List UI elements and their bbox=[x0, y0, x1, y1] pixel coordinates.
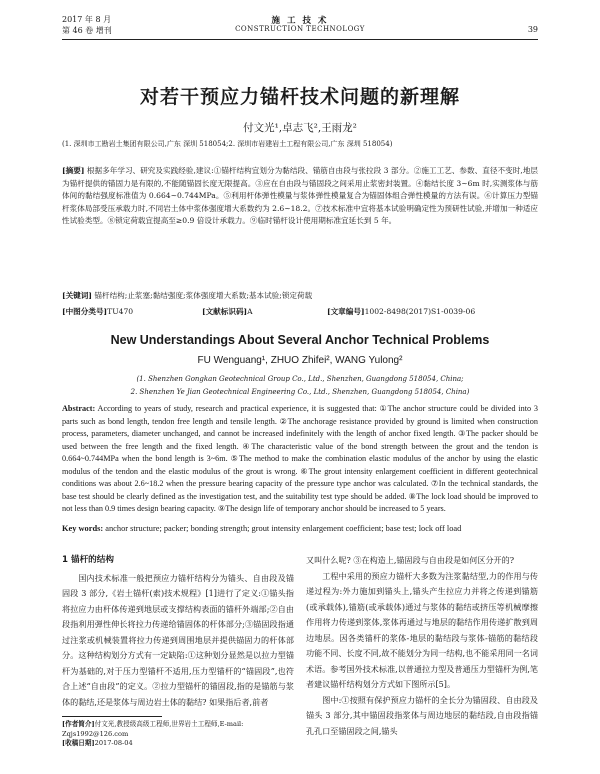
body-column-right bbox=[306, 553, 538, 739]
body-paragraph: 图中:①按照有保护预应力锚杆的全长分为锚固段、自由段及锚头 3 部分,其中锚固段指浆体与周边地层的黏结段,自由段指锚孔孔口至锚固段之间,锚头 bbox=[306, 694, 538, 736]
body-column-left bbox=[62, 553, 294, 710]
page-number: 39 bbox=[527, 25, 538, 34]
journal-name-en: CONSTRUCTION TECHNOLOGY bbox=[235, 25, 365, 33]
received-date: [收稿日期]2017-08-04 bbox=[62, 739, 133, 747]
classification-ids bbox=[62, 306, 538, 318]
footnote-rule bbox=[62, 716, 162, 717]
keywords-en-label: Key words: bbox=[62, 524, 104, 533]
keywords-en bbox=[62, 524, 538, 533]
issue-date: 2017 年 8 月 bbox=[62, 15, 112, 24]
keywords-cn-label: [关键词] bbox=[62, 291, 92, 300]
article-number: [文章编号]1002-8498(2017)S1-0039-06 bbox=[327, 307, 476, 316]
clc-number: [中图分类号]TU470 bbox=[62, 307, 134, 316]
abstract-en-text: According to years of study, research and practical experience, it is suggested that: ①The anchor structure could be divided into 3 parts such as bond length, tendon free length and tensile length. ②The anchorage resistance provided by ground is limited when construction process, parameters, diameter unchanged, and cannot be increased indefinitely with the length of anchor fixed length. ③The packer should be used between the free length and the fixed length. ④The characteristic value of the bond strength between the grout and the tendon is 0.664~0.744MPa when the bond length is 3~6m. ⑤The method to make the combination elastic modulus of the anchor by using the elastic modulus of the tendon and the elastic modulus of the grout is wrong. ⑥The grout intensity enlargement coefficient in different geotechnical conditions was about 2.6~18.2 when the pressure bearing capacity of the pressure type anchor was calculated. ⑦In the technical standards, the base test should be clearly defined as the investigation test, and the suitability test type should be added. ⑧The lock load should be improved to not less than 0.9 times design bearing capacity. ⑨The design life of temporary anchor should be increased to 5 years. bbox=[62, 404, 538, 513]
header-rule bbox=[62, 39, 538, 40]
running-header bbox=[62, 14, 538, 40]
footnote bbox=[62, 720, 294, 749]
author-bio: [作者简介]付文光,教授级高级工程师,世界岩土工程师,E-mail: bbox=[62, 720, 244, 728]
body-paragraph: 又叫什么呢? ③在构造上,锚固段与自由段是如何区分开的? bbox=[306, 555, 515, 565]
abstract-cn-text: 根据多年学习、研究及实践经验,建议:①锚杆结构宜划分为黏结段、锚筋自由段与张拉段 3 部分。②施工工艺、参数、直径不变时,地层为锚杆提供的锚固力是有限的,不能随锚固长度无限提高。③应在自由段与锚固段之间采用止浆密封装置。④黏结长度 3~6m 时,实测浆体与筋体间的黏结强度标准值为 0.664~0.744MPa。⑤利用杆体弹性模量与浆体弹性模量复合为锚固体组合弹性模量的方法有误。⑥计算压力型锚杆浆体局部受压承载力时,不同岩土体中浆体强度增大系数约为 2.6~18.2。⑦技术标准中宜将基本试验明确定性为预研性试验,并增加一种适应性试验类型。⑧锁定荷载宜提高至≥0.9 倍设计承载力。⑨临时锚杆设计使用期标准宜延长到 5 年。 bbox=[62, 166, 538, 225]
title-cn: 对若干预应力锚杆技术问题的新理解 bbox=[139, 86, 460, 108]
journal-name-cn: 施 工 技 术 bbox=[271, 16, 329, 26]
section-heading: 1 锚杆的结构 bbox=[62, 555, 114, 565]
keywords-en-text: anchor structure; packer; bonding strength; grout intensity enlargement coefficient; base test; lock off load bbox=[105, 524, 462, 533]
body-paragraph: 工程中采用的预应力锚杆大多数为注浆黏结型,力的作用与传递过程为:外力施加到锚头上,锚头产生拉应力并将之传递到锚筋(或承载体),锚筋(或承载体)通过与浆体的黏结或挤压等机械摩擦作用将力传递到浆体,浆体再通过与地层的黏结作用传递扩散到周边地层。因各类锚杆的浆体-地层的黏结段与浆体-锚筋的黏结段功能不同、长度不同,故不能划分为同一结构,也不能采用同一名词术语。参考国外技术标准,以普通拉力型及普通压力型锚杆为例,笔者建议锚杆结构划分方式如下图所示[5]。 bbox=[306, 570, 538, 689]
affiliation-en-2: 2. Shenzhen Ye Jian Geotechnical Engineering Co., Ltd., Shenzhen, Guangdong 518054, China) bbox=[130, 388, 470, 396]
abstract-cn-label: [摘要] bbox=[62, 166, 85, 175]
body-paragraph: 国内技术标准一般把预应力锚杆结构分为锚头、自由段及锚固段 3 部分,《岩土锚杆(索)技术规程》[1]进行了定义:①锚头指将拉应力由杆体传递到地层或支撑结构表面的锚杆外端部;②自由段指利用弹性伸长将拉力传递给锚固体的杆体部分;③锚固段指通过注浆或机械装置将拉力传递到周围地层并提供锚固力的杆体部分。这种结构划分方式有一定缺陷:①这种划分显然是以拉力型锚杆为基础的,对于压力型锚杆不适用,压力型锚杆的“锚固段”,也符合上述“自由段”的定义。②拉力型锚杆的锚固段,指的是锚筋与浆体的黏结,还是浆体与周边岩土体的黏结? 如果指后者,前者 bbox=[62, 572, 294, 707]
abstract-en bbox=[62, 403, 538, 516]
affiliation-cn: (1. 深圳市工勘岩土集团有限公司,广东 深圳 518054;2. 深圳市岩建岩土工程有限公司,广东 深圳 518054) bbox=[62, 140, 393, 148]
abstract-en-label: Abstract: bbox=[62, 404, 96, 413]
keywords-cn bbox=[62, 290, 538, 301]
keywords-cn-text: 锚杆结构;止浆塞;黏结强度;浆体强度增大系数;基本试验;锁定荷载 bbox=[94, 291, 313, 300]
abstract-cn bbox=[62, 165, 538, 228]
authors-en: FU Wenguang¹, ZHUO Zhifei², WANG Yulong² bbox=[197, 355, 403, 366]
doc-code: [文献标识码]A bbox=[202, 307, 253, 316]
affiliation-en-1: (1. Shenzhen Gongkan Geotechnical Group Co., Ltd., Shenzhen, Guangdong 518054, China; bbox=[136, 375, 464, 383]
authors-cn: 付文光¹,卓志飞²,王雨龙² bbox=[243, 122, 357, 134]
title-en: New Understandings About Several Anchor Technical Problems bbox=[110, 333, 490, 347]
author-email: Zqjs1992@126.com bbox=[62, 729, 129, 738]
volume-issue: 第 46 卷 增刊 bbox=[62, 26, 112, 35]
